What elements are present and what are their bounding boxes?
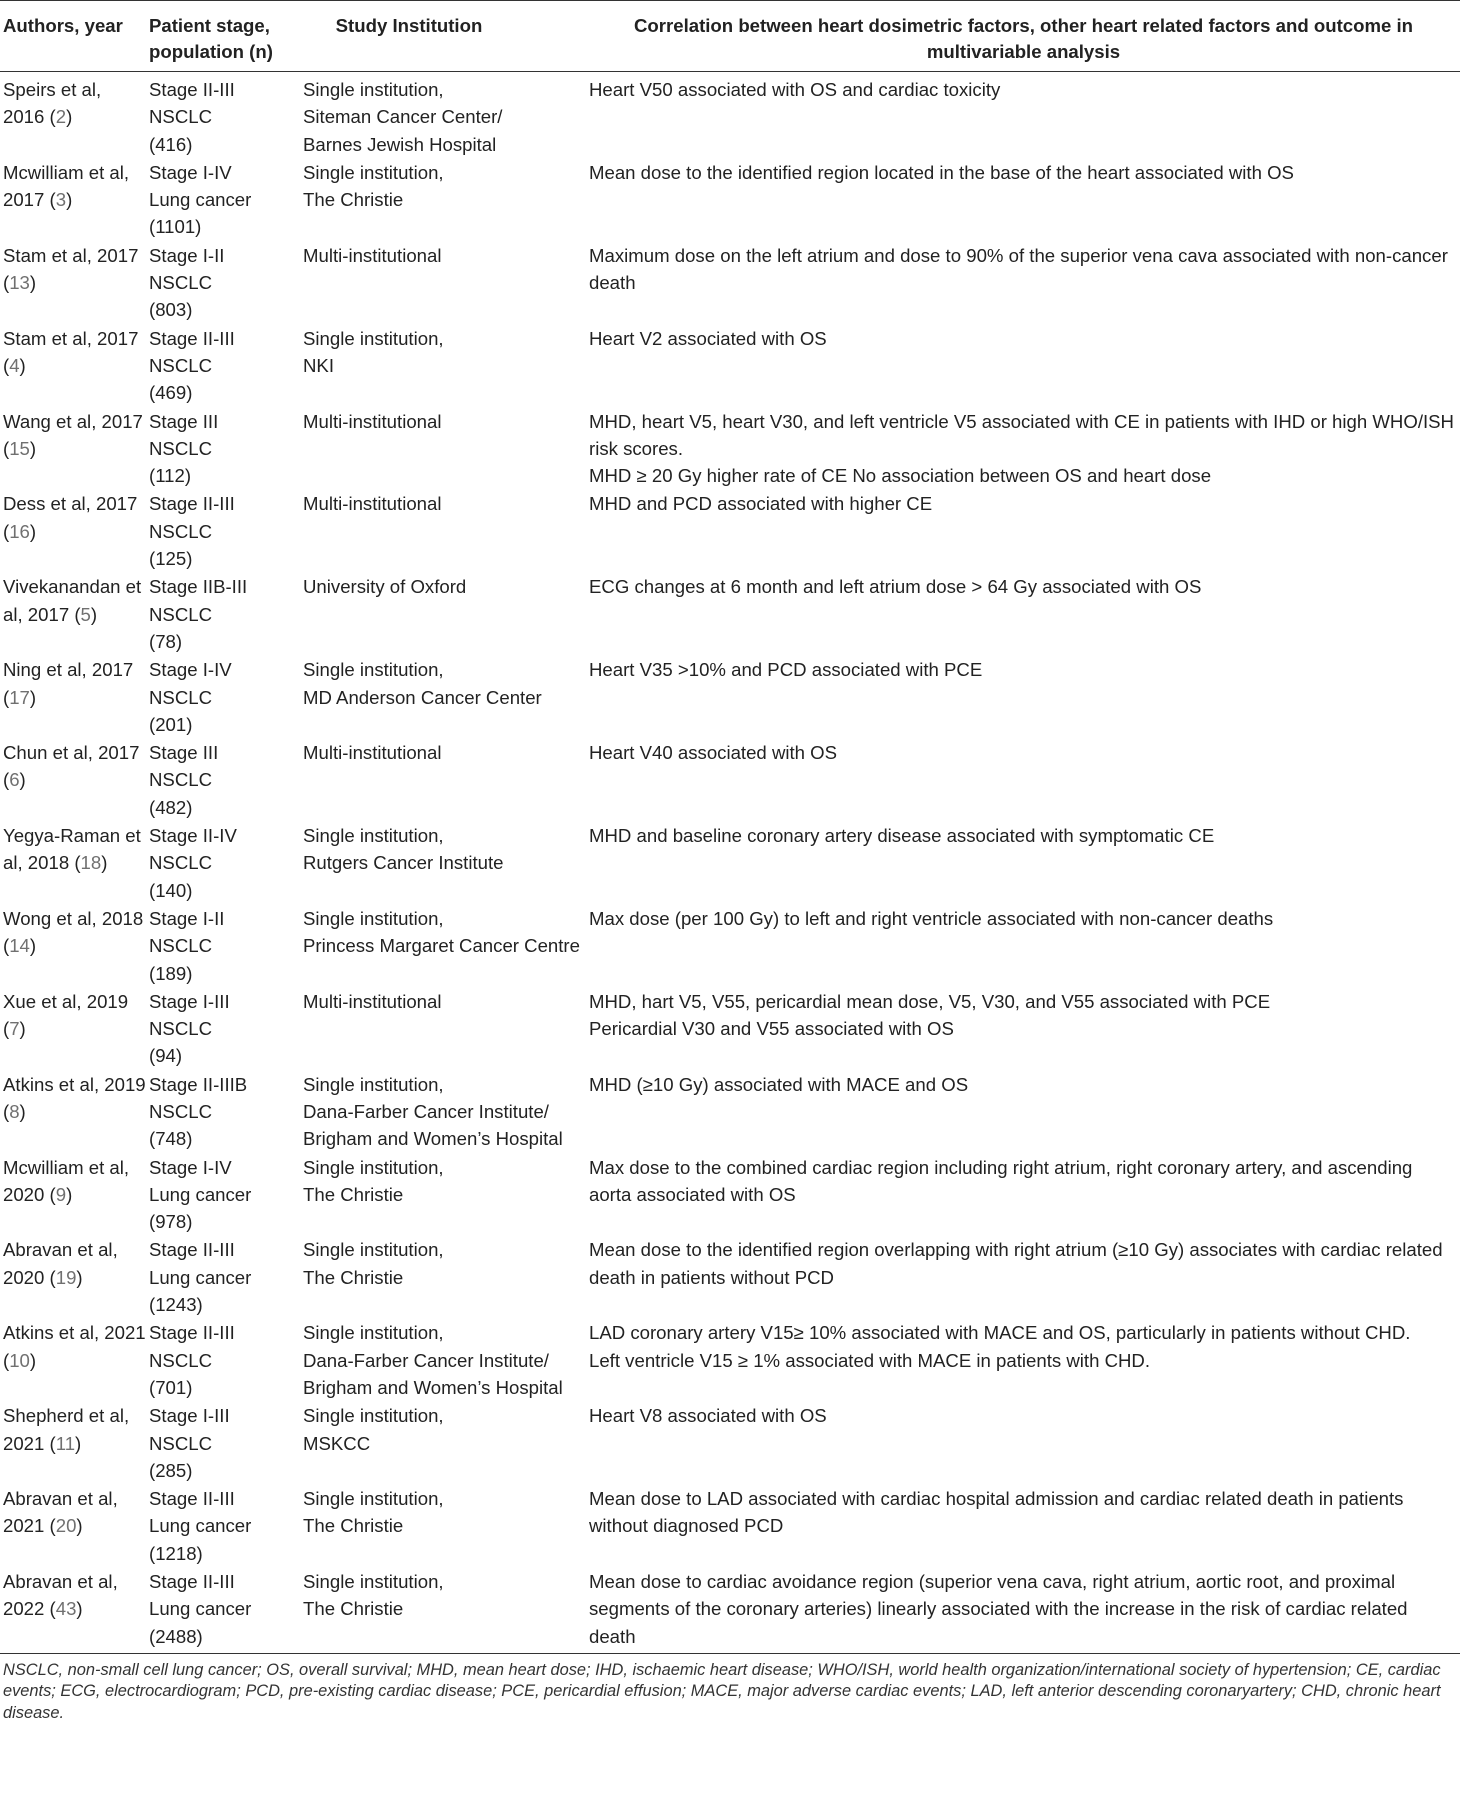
cell-stage	[147, 738, 301, 821]
cell-correlation	[587, 1318, 1460, 1401]
header-correlation: Correlation between heart dosimetric factors, other heart related factors and outcome in multivariable analysis	[587, 1, 1460, 72]
cell-correlation	[587, 1153, 1460, 1236]
cell-author: Mcwilliam et al, 2020 (9)	[3, 1156, 130, 1205]
table-row	[0, 987, 1460, 1070]
cell-stage	[147, 324, 301, 407]
institution-line: Single institution,	[303, 1322, 444, 1344]
reference-link[interactable]: 14	[9, 935, 30, 957]
cell-institution	[301, 904, 587, 987]
correlation-text: MHD and baseline coronary artery disease associated with symptomatic CE	[589, 825, 1215, 847]
cell-author: Wong et al, 2018 (14)	[3, 907, 144, 957]
correlation-text: Max dose to the combined cardiac region including right atrium, right coronary artery, and ascending aorta associated with OS	[589, 1156, 1413, 1205]
table-row	[0, 1070, 1460, 1153]
correlation-text: Pericardial V30 and V55 associated with OS	[589, 1018, 954, 1040]
cell-institution	[301, 1401, 587, 1484]
institution-line: Princess Margaret Cancer Centre	[303, 935, 580, 957]
institution-line: Single institution,	[303, 1239, 444, 1261]
table-row	[0, 72, 1460, 158]
table-row	[0, 1484, 1460, 1567]
reference-link[interactable]: 9	[55, 1183, 67, 1205]
cell-stage	[147, 1318, 301, 1401]
cell-author: Atkins et al, 2019 (8)	[3, 1073, 146, 1122]
institution-line: Barnes Jewish Hospital	[303, 133, 497, 155]
cell-author: Wang et al, 2017 (15)	[3, 410, 143, 459]
author-year: Vivekanandan et al, 2017	[3, 576, 142, 625]
correlation-text: MHD, hart V5, V55, pericardial mean dose, V5, V30, and V55 associated with PCE	[589, 990, 1271, 1012]
cell-institution	[301, 1567, 587, 1653]
stage-stage: Stage I-IV	[149, 161, 232, 183]
stage-n: (112)	[149, 465, 192, 487]
institution-line: Dana-Farber Cancer Institute/	[303, 1349, 549, 1371]
institution-line: The Christie	[303, 1598, 404, 1620]
table-body	[0, 72, 1460, 1654]
table-row	[0, 1401, 1460, 1484]
cell-correlation	[587, 655, 1460, 738]
cell-stage	[147, 158, 301, 241]
institution-line: NKI	[303, 354, 334, 376]
stage-population: NSCLC	[149, 354, 213, 376]
institution-line: Rutgers Cancer Institute	[303, 852, 504, 874]
cell-stage	[147, 987, 301, 1070]
cell-stage	[147, 1153, 301, 1236]
cell-author: Shepherd et al, 2021 (11)	[3, 1405, 130, 1454]
stage-n: (978)	[149, 1211, 193, 1233]
table-row	[0, 904, 1460, 987]
author-year: Abravan et al, 2020	[3, 1239, 118, 1288]
stage-population: Lung cancer	[149, 1183, 252, 1205]
stage-stage: Stage IIB-III	[149, 576, 248, 598]
stage-population: NSCLC	[149, 1100, 213, 1122]
table-row	[0, 655, 1460, 738]
stage-n: (189)	[149, 962, 193, 984]
institution-line: University of Oxford	[303, 576, 467, 598]
institution-line: Single institution,	[303, 161, 444, 183]
institution-line: The Christie	[303, 1515, 404, 1537]
stage-population: Lung cancer	[149, 1598, 252, 1620]
reference-link[interactable]: 43	[55, 1598, 77, 1620]
correlation-text: ECG changes at 6 month and left atrium dose > 64 Gy associated with OS	[589, 576, 1202, 598]
cell-stage	[147, 821, 301, 904]
author-year: Wong et al, 2018	[3, 907, 144, 929]
cell-stage	[147, 655, 301, 738]
table-row	[0, 1567, 1460, 1653]
stage-population: NSCLC	[149, 1349, 213, 1371]
cell-institution	[301, 158, 587, 241]
author-year: Atkins et al, 2019	[3, 1073, 146, 1095]
institution-line: Multi-institutional	[303, 410, 442, 432]
correlation-text: MHD (≥10 Gy) associated with MACE and OS	[589, 1073, 969, 1095]
institution-line: Multi-institutional	[303, 244, 442, 266]
institution-line: Single institution,	[303, 1488, 444, 1510]
institution-line: Single institution,	[303, 79, 444, 100]
reference-link[interactable]: 15	[9, 437, 30, 459]
cell-stage	[147, 904, 301, 987]
cell-institution	[301, 489, 587, 572]
institution-line: The Christie	[303, 189, 404, 211]
institution-line: Single institution,	[303, 825, 444, 847]
stage-n: (748)	[149, 1128, 193, 1150]
correlation-text: Mean dose to cardiac avoidance region (superior vena cava, right atrium, aortic root, and proximal segments of the coronary arteries) linearly associated with the increase in the risk of cardiac related death	[589, 1571, 1408, 1647]
stage-stage: Stage I-III	[149, 990, 230, 1012]
reference-link[interactable]: 3	[55, 189, 67, 211]
stage-population: NSCLC	[149, 520, 213, 542]
correlation-text: MHD ≥ 20 Gy higher rate of CE No association between OS and heart dose	[589, 465, 1212, 487]
reference-link[interactable]: 19	[55, 1266, 77, 1288]
stage-stage: Stage I-II	[149, 244, 225, 266]
stage-n: (1101)	[149, 216, 202, 238]
stage-stage: Stage II-III	[149, 79, 235, 100]
stage-n: (482)	[149, 796, 193, 818]
stage-stage: Stage II-IV	[149, 825, 237, 847]
author-year: Chun et al, 2017	[3, 742, 140, 764]
table-row	[0, 407, 1460, 490]
institution-line: Single institution,	[303, 659, 444, 681]
stage-n: (416)	[149, 133, 193, 155]
stage-population: NSCLC	[149, 437, 213, 459]
correlation-text: Heart V35 >10% and PCD associated with PCE	[589, 659, 983, 681]
correlation-text: Left ventricle V15 ≥ 1% associated with MACE in patients with CHD.	[589, 1349, 1151, 1371]
institution-line: Multi-institutional	[303, 742, 442, 764]
cell-institution	[301, 1484, 587, 1567]
stage-population: NSCLC	[149, 852, 213, 874]
author-year: Abravan et al, 2022	[3, 1571, 118, 1620]
stage-population: NSCLC	[149, 106, 213, 128]
author-year: Atkins et al, 2021	[3, 1322, 146, 1344]
cell-stage	[147, 1401, 301, 1484]
stage-stage: Stage I-III	[149, 1405, 230, 1427]
stage-n: (2488)	[149, 1625, 203, 1647]
reference-link[interactable]: 5	[80, 603, 91, 625]
cell-correlation	[587, 158, 1460, 241]
reference-link[interactable]: 18	[80, 852, 102, 874]
reference-link[interactable]: 8	[9, 1100, 20, 1122]
cell-author: Xue et al, 2019 (7)	[3, 990, 129, 1040]
stage-population: Lung cancer	[149, 1515, 252, 1537]
cell-correlation	[587, 1484, 1460, 1567]
correlation-text: Heart V40 associated with OS	[589, 742, 838, 764]
cell-correlation	[587, 904, 1460, 987]
institution-line: Single institution,	[303, 1405, 444, 1427]
cell-correlation	[587, 987, 1460, 1070]
correlation-text: Mean dose to the identified region located in the base of the heart associated with OS	[589, 161, 1294, 183]
stage-n: (803)	[149, 299, 193, 321]
stage-population: NSCLC	[149, 686, 213, 708]
cell-correlation	[587, 1401, 1460, 1484]
cell-institution	[301, 1235, 587, 1318]
stage-stage: Stage III	[149, 742, 219, 764]
cell-author: Abravan et al, 2021 (20)	[3, 1488, 118, 1537]
correlation-text: Heart V2 associated with OS	[589, 327, 827, 349]
institution-line: Multi-institutional	[303, 990, 442, 1012]
stage-n: (94)	[149, 1045, 183, 1067]
correlation-text: MHD and PCD associated with higher CE	[589, 493, 933, 515]
cell-author: Chun et al, 2017 (6)	[3, 742, 140, 791]
institution-line: Brigham and Women’s Hospital	[303, 1128, 563, 1150]
table-row	[0, 572, 1460, 655]
author-year: Yegya-Raman et al, 2018	[3, 825, 141, 874]
stage-population: NSCLC	[149, 272, 213, 294]
cell-correlation	[587, 738, 1460, 821]
table-row	[0, 1235, 1460, 1318]
table-row	[0, 489, 1460, 572]
cell-correlation	[587, 489, 1460, 572]
cell-stage	[147, 489, 301, 572]
stage-stage: Stage II-III	[149, 1322, 235, 1344]
stage-stage: Stage II-III	[149, 327, 235, 349]
cell-institution	[301, 655, 587, 738]
stage-n: (125)	[149, 548, 193, 570]
cell-author: Ning et al, 2017 (17)	[3, 659, 134, 708]
cell-author: Stam et al, 2017 (4)	[3, 327, 139, 376]
cell-institution	[301, 1153, 587, 1236]
stage-n: (140)	[149, 879, 193, 901]
stage-n: (201)	[149, 713, 193, 735]
table-row	[0, 158, 1460, 241]
stage-population: Lung cancer	[149, 1266, 252, 1288]
author-year: Speirs et al, 2016	[3, 79, 102, 128]
correlation-text: Max dose (per 100 Gy) to left and right ventricle associated with non-cancer deaths	[589, 907, 1274, 929]
header-authors: Authors, year	[0, 1, 147, 72]
stage-population: NSCLC	[149, 1018, 213, 1040]
reference-link[interactable]: 2	[55, 106, 67, 128]
cell-correlation	[587, 821, 1460, 904]
cell-institution	[301, 1070, 587, 1153]
correlation-text: MHD, heart V5, heart V30, and left ventricle V5 associated with CE in patients with IHD or high WHO/ISH risk scores.	[589, 410, 1454, 459]
institution-line: Siteman Cancer Center/	[303, 106, 503, 128]
correlation-text: Mean dose to LAD associated with cardiac hospital admission and cardiac related death in patients without diagnosed PCD	[589, 1488, 1404, 1537]
cell-stage	[147, 241, 301, 324]
stage-stage: Stage I-IV	[149, 659, 232, 681]
cell-author: Dess et al, 2017 (16)	[3, 493, 138, 542]
reference-link[interactable]: 7	[9, 1018, 20, 1040]
cell-stage	[147, 1484, 301, 1567]
author-year: Mcwilliam et al, 2017	[3, 161, 130, 211]
stage-stage: Stage I-II	[149, 907, 225, 929]
cell-stage	[147, 72, 301, 158]
stage-population: Lung cancer	[149, 189, 252, 211]
reference-link[interactable]: 16	[9, 520, 30, 542]
cell-institution	[301, 572, 587, 655]
reference-link[interactable]: 13	[9, 272, 30, 294]
institution-line: MD Anderson Cancer Center	[303, 686, 542, 708]
cell-correlation	[587, 241, 1460, 324]
reference-link[interactable]: 17	[9, 686, 30, 708]
correlation-text: Maximum dose on the left atrium and dose to 90% of the superior vena cava associated with non-cancer death	[589, 244, 1448, 294]
author-year: Xue et al, 2019	[3, 990, 129, 1012]
cell-institution	[301, 324, 587, 407]
cell-institution	[301, 987, 587, 1070]
institution-line: MSKCC	[303, 1432, 371, 1454]
author-year: Abravan et al, 2021	[3, 1488, 118, 1537]
author-year: Stam et al, 2017	[3, 327, 139, 349]
cell-correlation	[587, 572, 1460, 655]
cell-author: Atkins et al, 2021 (10)	[3, 1322, 146, 1371]
table-row	[0, 738, 1460, 821]
author-year: Mcwilliam et al, 2020	[3, 1156, 130, 1205]
cell-correlation	[587, 1567, 1460, 1653]
cell-author: Abravan et al, 2022 (43)	[3, 1571, 118, 1620]
stage-stage: Stage II-III	[149, 1488, 235, 1510]
header-row	[0, 1, 1460, 72]
cell-stage	[147, 1235, 301, 1318]
stage-n: (701)	[149, 1376, 193, 1398]
cell-institution	[301, 821, 587, 904]
header-institution: Study Institution	[301, 1, 587, 72]
cell-institution	[301, 1318, 587, 1401]
table-row	[0, 1153, 1460, 1236]
cell-stage	[147, 1070, 301, 1153]
stage-population: NSCLC	[149, 769, 213, 791]
stage-n: (285)	[149, 1459, 193, 1481]
reference-link[interactable]: 4	[9, 354, 20, 376]
institution-line: Multi-institutional	[303, 493, 442, 515]
cell-stage	[147, 572, 301, 655]
cell-correlation	[587, 1235, 1460, 1318]
stage-n: (1243)	[149, 1294, 203, 1316]
institution-line: Single institution,	[303, 1156, 444, 1178]
correlation-text: Heart V50 associated with OS and cardiac toxicity	[589, 79, 1001, 100]
institution-line: Dana-Farber Cancer Institute/	[303, 1100, 549, 1122]
reference-link[interactable]: 20	[55, 1515, 77, 1537]
institution-line: Single institution,	[303, 1571, 444, 1593]
stage-stage: Stage II-III	[149, 1239, 235, 1261]
stage-n: (1218)	[149, 1542, 203, 1564]
stage-stage: Stage III	[149, 410, 219, 432]
stage-population: NSCLC	[149, 935, 213, 957]
cell-correlation	[587, 407, 1460, 490]
table-row	[0, 241, 1460, 324]
stage-population: NSCLC	[149, 603, 213, 625]
cell-stage	[147, 407, 301, 490]
stage-stage: Stage I-IV	[149, 1156, 232, 1178]
author-year: Wang et al, 2017	[3, 410, 143, 432]
institution-line: The Christie	[303, 1183, 404, 1205]
cell-institution	[301, 407, 587, 490]
correlation-text: LAD coronary artery V15≥ 10% associated with MACE and OS, particularly in patients without CHD.	[589, 1322, 1411, 1344]
table-footnote: NSCLC, non-small cell lung cancer; OS, overall survival; MHD, mean heart dose; IHD, ischaemic heart disease; WHO/ISH, world health organization/international society of hypertension; CE, cardiac events; ECG, electrocardiogram; PCD, pre-existing cardiac disease; PCE, pericardial effusion; MACE, major adverse cardiac events; LAD, left anterior descending coronaryartery; CHD, chronic heart disease.	[3, 1660, 1441, 1722]
stage-stage: Stage II-III	[149, 1571, 235, 1593]
stage-n: (78)	[149, 630, 183, 652]
institution-line: Brigham and Women’s Hospital	[303, 1376, 563, 1398]
table-row	[0, 324, 1460, 407]
author-year: Dess et al, 2017	[3, 493, 138, 515]
cell-author: Abravan et al, 2020 (19)	[3, 1239, 118, 1288]
correlation-text: Mean dose to the identified region overlapping with right atrium (≥10 Gy) associates with cardiac related death in patients without PCD	[589, 1239, 1443, 1288]
correlation-text: Heart V8 associated with OS	[589, 1405, 827, 1427]
institution-line: Single institution,	[303, 907, 444, 929]
author-year: Stam et al, 2017	[3, 244, 139, 266]
reference-link[interactable]: 6	[9, 769, 20, 791]
cell-correlation	[587, 72, 1460, 158]
author-year: Ning et al, 2017	[3, 659, 134, 681]
header-stage: Patient stage, population (n)	[147, 1, 301, 72]
reference-link[interactable]: 10	[9, 1349, 30, 1371]
cell-stage	[147, 1567, 301, 1653]
cell-author: Mcwilliam et al, 2017 (3)	[3, 161, 130, 211]
reference-link[interactable]: 11	[55, 1432, 76, 1454]
table-row	[0, 1318, 1460, 1401]
stage-stage: Stage II-III	[149, 493, 235, 515]
institution-line: The Christie	[303, 1266, 404, 1288]
stage-stage: Stage II-IIIB	[149, 1073, 248, 1095]
cell-correlation	[587, 1070, 1460, 1153]
table-row	[0, 821, 1460, 904]
cell-author: Speirs et al, 2016 (2)	[3, 79, 102, 128]
cell-institution	[301, 72, 587, 158]
cell-institution	[301, 241, 587, 324]
cell-institution	[301, 738, 587, 821]
author-year: Shepherd et al, 2021	[3, 1405, 130, 1454]
institution-line: Single institution,	[303, 327, 444, 349]
stage-population: NSCLC	[149, 1432, 213, 1454]
cell-author: Vivekanandan et al, 2017 (5)	[3, 576, 142, 625]
cell-author: Stam et al, 2017 (13)	[3, 244, 139, 294]
stage-n: (469)	[149, 382, 193, 404]
cell-author: Yegya-Raman et al, 2018 (18)	[3, 825, 141, 874]
institution-line: Single institution,	[303, 1073, 444, 1095]
cell-correlation	[587, 324, 1460, 407]
